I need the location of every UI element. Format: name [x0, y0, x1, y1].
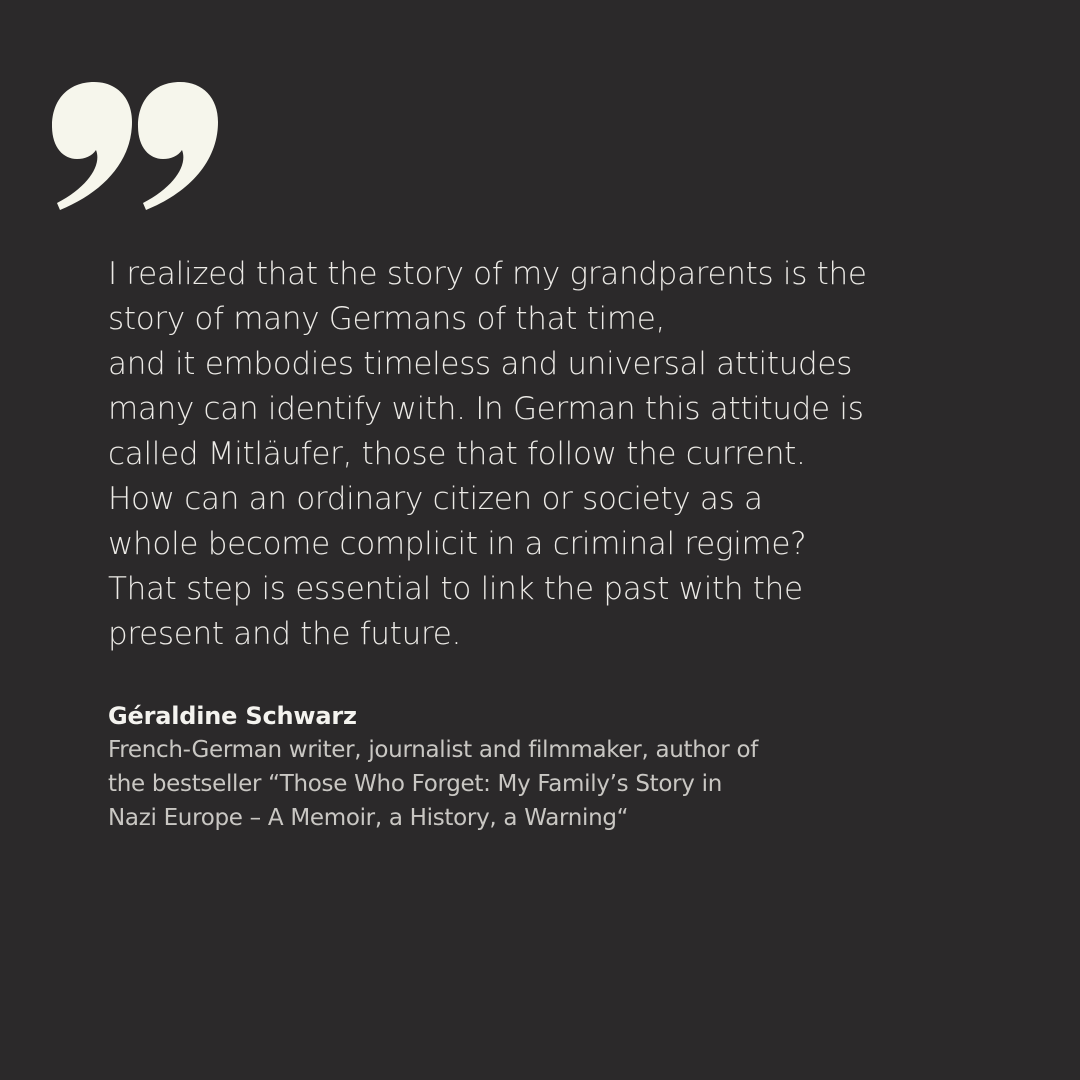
quote-text: I realized that the story of my grandparents is the story of many Germans of that time, and it embodies timeless and universal attitudes many can identify with. In German this attitude is called Mitläufer, those that follow the current. How can an ordinary citizen or society as a whole become complicit in a criminal regime? That step is essential to link the past with the present and the future.: [108, 256, 867, 652]
author-name: Géraldine Schwarz: [108, 702, 357, 730]
closing-double-quote-icon: [52, 80, 222, 212]
author-bio: French-German writer, journalist and filmmaker, author of the bestseller “Those Who Forget: My Family’s Story in Nazi Europe – A Memoir, a History, a Warning“: [108, 737, 759, 831]
